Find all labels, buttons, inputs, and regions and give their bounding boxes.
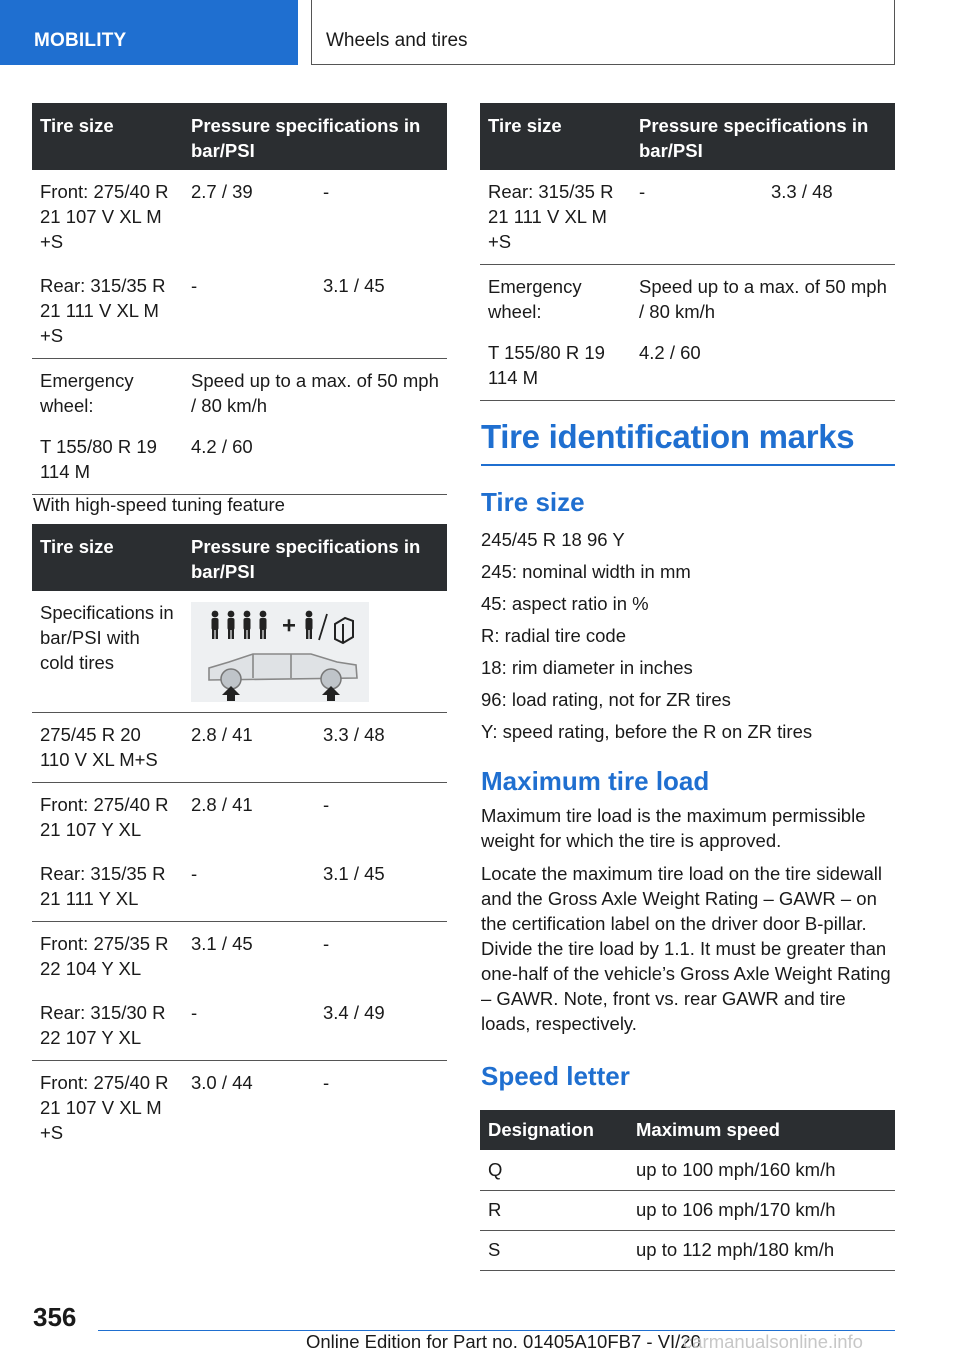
page-number: 356 <box>33 1302 77 1332</box>
person-icon <box>212 611 313 639</box>
tire-size-line: Y: speed rating, before the R on ZR tires <box>481 721 813 742</box>
table-row <box>32 591 447 713</box>
designation-cell: S <box>480 1230 628 1270</box>
table-row <box>480 1230 895 1270</box>
table-row <box>480 334 895 401</box>
table-header-row <box>32 103 447 170</box>
table-header-max-speed: Maximum speed <box>628 1110 895 1150</box>
tire-size-line: 18: rim diameter in inches <box>481 657 693 678</box>
tire-size-cell: Front: 275/40 R 21 107 V XL M +S <box>40 181 169 252</box>
table-row <box>32 713 447 783</box>
max-load-paragraph-2: Locate the maximum tire load on the tire sidewall and the Gross Axle Weight Rating – GAWR – on the certification label on the driver door B-pillar. Divide the tire load by 1.1. It must be greater than one-half of the vehicle’s Gross Axle Weight Rating – GAWR. Note, front vs. rear GAWR and tire loads, respectively. <box>481 863 891 1034</box>
tire-pressure-table-high-speed <box>32 524 447 1155</box>
table-header-tire-size: Tire size <box>32 103 183 170</box>
vehicle-load-pictogram <box>191 602 369 702</box>
table-header-tire-size: Tire size <box>480 103 631 170</box>
pressure-cell: 3.4 / 49 <box>315 991 447 1061</box>
table-row <box>32 852 447 922</box>
pressure-cell: 2.7 / 39 <box>191 181 253 202</box>
pressure-cell: - <box>183 991 315 1061</box>
pressure-cell: 3.3 / 48 <box>315 713 447 783</box>
edition-note: Online Edition for Part no. 01405A10FB7 - VI/20 <box>306 1331 701 1352</box>
speed-note-cell: Speed up to a max. of 50 mph / 80 km/h <box>639 276 887 322</box>
speed-note-cell: Speed up to a max. of 50 mph / 80 km/h <box>191 370 439 416</box>
tire-size-line: 245: nominal width in mm <box>481 561 691 582</box>
arrow-up-icon <box>222 686 340 701</box>
tire-size-cell: Rear: 315/30 R 22 107 Y XL <box>32 991 183 1061</box>
pressure-cell: 2.8 / 41 <box>183 713 315 783</box>
table-row <box>32 991 447 1061</box>
tire-pressure-table-top-right <box>480 103 895 401</box>
table-row <box>32 428 447 495</box>
section-title-identification: Tire identification marks <box>481 418 895 466</box>
table-caption: With high-speed tuning feature <box>33 494 285 515</box>
max-load-paragraph-1: Maximum tire load is the maximum permissible weight for which the tire is approved. <box>481 805 866 851</box>
table-row <box>32 359 447 429</box>
plus-icon <box>283 619 295 631</box>
header-title: Wheels and tires <box>326 30 468 51</box>
table-row <box>32 922 447 992</box>
pressure-cell: 2.8 / 41 <box>191 794 253 815</box>
table-header-pressure: Pressure specifications in bar/PSI <box>183 103 447 170</box>
tire-size-cell: Rear: 315/35 R 21 111 Y XL <box>32 852 183 922</box>
luggage-icon <box>335 618 353 643</box>
pressure-cell: - <box>323 181 330 202</box>
table-row <box>480 265 895 335</box>
speed-cell: up to 100 mph/160 km/h <box>628 1150 895 1190</box>
pressure-cell: - <box>631 170 763 265</box>
table-header-row <box>480 103 895 170</box>
table-header-tire-size: Tire size <box>32 524 183 591</box>
tire-size-cell: T 155/80 R 19 114 M <box>32 428 183 495</box>
pressure-cell: 4.2 / 60 <box>631 334 763 401</box>
pressure-cell: 4.2 / 60 <box>183 428 315 495</box>
tire-size-cell: Rear: 315/35 R 21 111 V XL M +S <box>480 170 631 265</box>
tire-size-line: 96: load rating, not for ZR tires <box>481 689 731 710</box>
tire-size-cell: T 155/80 R 19 114 M <box>480 334 631 401</box>
pressure-cell: 3.1 / 45 <box>191 933 253 954</box>
pressure-cell: 3.1 / 45 <box>315 264 447 359</box>
tire-size-cell: Front: 275/40 R 21 107 V XL M +S <box>40 1072 169 1143</box>
tire-pressure-table-top-left <box>32 103 447 495</box>
speed-cell: up to 112 mph/180 km/h <box>628 1230 895 1270</box>
header-section-label: MOBILITY <box>34 30 127 51</box>
table-row <box>480 170 895 265</box>
tire-size-line: 45: aspect ratio in % <box>481 593 649 614</box>
tire-size-cell: Front: 275/35 R 22 104 Y XL <box>40 933 169 979</box>
subsection-title-max-load: Maximum tire load <box>481 766 710 796</box>
table-row <box>32 1061 447 1156</box>
pressure-cell: - <box>323 794 330 815</box>
pressure-cell: - <box>183 852 315 922</box>
designation-cell: Q <box>480 1150 628 1190</box>
table-header-pressure: Pressure specifications in bar/PSI <box>631 103 895 170</box>
tire-size-line: 245/45 R 18 96 Y <box>481 529 625 550</box>
load-pictogram-cell <box>183 591 447 713</box>
speed-letter-table <box>480 1110 895 1271</box>
subsection-title-speed-letter: Speed letter <box>481 1061 630 1091</box>
subsection-title-tire-size: Tire size <box>481 487 585 517</box>
table-header-row <box>32 524 447 591</box>
tire-size-explanation <box>481 524 897 748</box>
pressure-cell: - <box>323 933 330 954</box>
speed-cell: up to 106 mph/170 km/h <box>628 1190 895 1230</box>
spec-label-cell: Specifications in bar/PSI with cold tires <box>32 591 183 713</box>
tire-size-cell: Front: 275/40 R 21 107 Y XL <box>40 794 169 840</box>
table-row <box>32 783 447 853</box>
table-header-row <box>480 1110 895 1150</box>
table-row <box>32 264 447 359</box>
watermark-text: carmanualsonline.info <box>683 1331 863 1352</box>
header-title-box <box>311 0 895 65</box>
pressure-cell: 3.3 / 48 <box>763 170 895 265</box>
tire-size-line: R: radial tire code <box>481 625 626 646</box>
header-section-tab <box>0 0 298 65</box>
table-row <box>32 170 447 264</box>
pressure-cell: - <box>183 264 315 359</box>
table-row <box>480 1190 895 1230</box>
tire-size-cell: Emergency wheel: <box>40 370 134 416</box>
tire-size-cell: 275/45 R 20 110 V XL M+S <box>32 713 183 783</box>
table-row <box>480 1150 895 1190</box>
table-header-pressure: Pressure specifications in bar/PSI <box>183 524 447 591</box>
tire-size-cell: Emergency wheel: <box>488 276 582 322</box>
table-header-designation: Designation <box>480 1110 628 1150</box>
pressure-cell: 3.1 / 45 <box>315 852 447 922</box>
designation-cell: R <box>480 1190 628 1230</box>
pressure-cell: 3.0 / 44 <box>191 1072 253 1093</box>
tire-size-cell: Rear: 315/35 R 21 111 V XL M +S <box>32 264 183 359</box>
pressure-cell: - <box>323 1072 330 1093</box>
